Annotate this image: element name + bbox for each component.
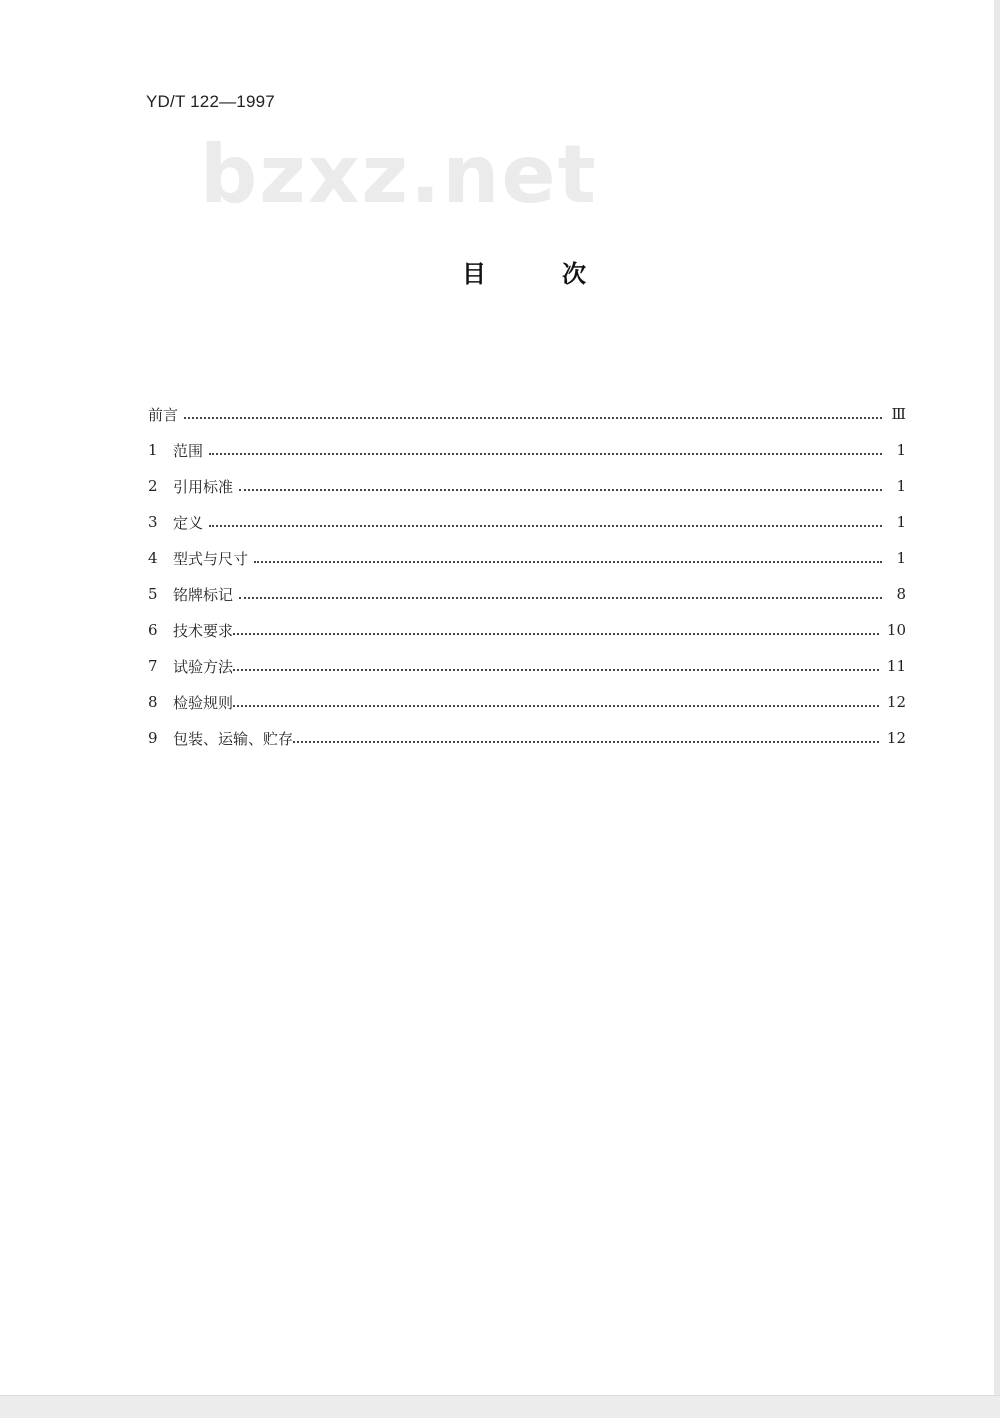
toc-entry[interactable] [148, 504, 906, 540]
toc-page: 1 [896, 513, 906, 531]
watermark: bzxz.net [200, 128, 598, 221]
toc-entry[interactable] [148, 540, 906, 576]
toc-label: 引用标准 [173, 477, 234, 496]
toc-number: 8 [148, 693, 158, 711]
toc-page: Ⅲ [891, 405, 906, 423]
toc-label: 前言 [148, 405, 179, 424]
toc-label: 包装、运输、贮存 [173, 729, 294, 748]
toc-leader [209, 453, 882, 455]
toc-leader [209, 525, 882, 527]
toc-leader [184, 417, 882, 419]
toc-page: 10 [886, 621, 906, 639]
toc-leader [233, 705, 879, 707]
toc-number: 2 [148, 477, 158, 495]
toc-entry[interactable] [148, 720, 906, 756]
toc-page: 1 [896, 441, 906, 459]
page-title [462, 254, 586, 289]
toc-number: 9 [148, 729, 158, 747]
toc-page: 1 [896, 549, 906, 567]
viewer-bottom-edge [0, 1395, 1000, 1418]
table-of-contents [148, 396, 906, 756]
toc-number: 3 [148, 513, 158, 531]
toc-number: 6 [148, 621, 158, 639]
toc-page: 8 [896, 585, 906, 603]
title-char-2: 次 [562, 260, 586, 288]
toc-leader [239, 597, 882, 599]
toc-entry[interactable] [148, 468, 906, 504]
toc-entry[interactable] [148, 684, 906, 720]
toc-leader [254, 561, 882, 563]
toc-page: 11 [886, 657, 906, 675]
toc-label: 检验规则 [173, 693, 234, 712]
toc-number: 5 [148, 585, 158, 603]
document-id: YD/T 122—1997 [146, 92, 275, 111]
toc-page: 12 [886, 693, 906, 711]
toc-leader [233, 633, 879, 635]
toc-label: 范围 [173, 441, 204, 460]
toc-number: 7 [148, 657, 158, 675]
toc-page: 1 [896, 477, 906, 495]
title-char-1: 目 [462, 260, 486, 288]
toc-entry[interactable] [148, 576, 906, 612]
toc-label: 型式与尺寸 [173, 549, 249, 568]
toc-leader [233, 669, 879, 671]
toc-leader [239, 489, 882, 491]
toc-leader [293, 741, 879, 743]
toc-entry[interactable] [148, 648, 906, 684]
toc-number: 1 [148, 441, 158, 459]
toc-label: 试验方法 [173, 657, 234, 676]
toc-label: 定义 [173, 513, 204, 532]
toc-entry-foreword[interactable] [148, 396, 906, 432]
toc-number: 4 [148, 549, 158, 567]
toc-label: 技术要求 [173, 621, 234, 640]
toc-page: 12 [886, 729, 906, 747]
toc-entry[interactable] [148, 612, 906, 648]
viewer-right-edge [994, 0, 1000, 1418]
toc-label: 铭牌标记 [173, 585, 234, 604]
toc-entry[interactable] [148, 432, 906, 468]
